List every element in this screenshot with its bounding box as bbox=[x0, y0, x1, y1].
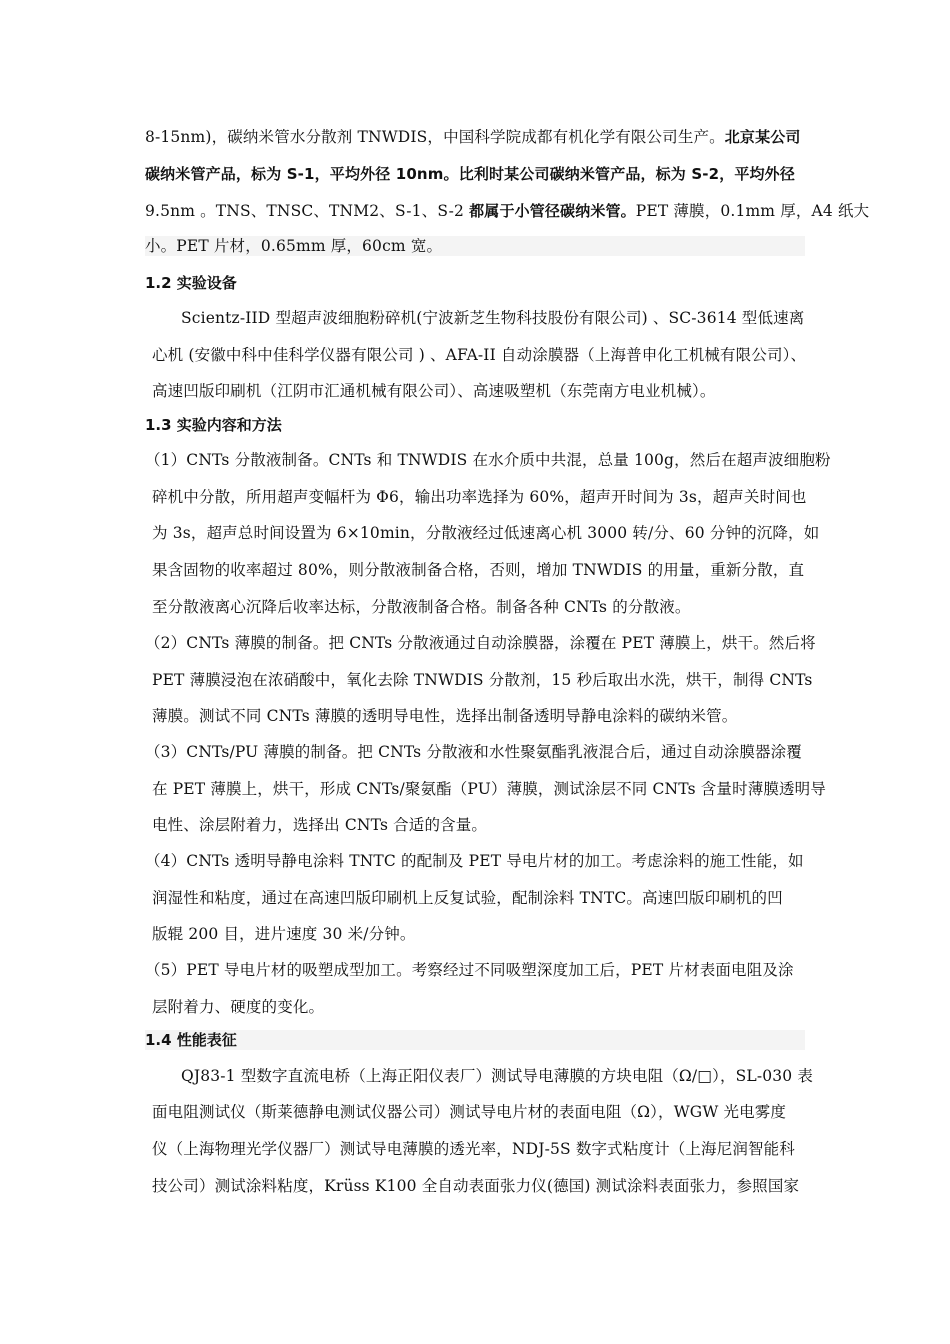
characterization-line-2: 面电阻测试仪（斯莱德静电测试仪器公司）测试导电片材的表面电阻（Ω），WGW 光电雾度 bbox=[152, 1103, 787, 1121]
intro-line-1-text: 8-15nm)，碳纳米管水分散剂 TNWDIS，中国科学院成都有机化学有限公司生产。 bbox=[145, 128, 725, 146]
intro-line-1-bold: 北京某公司 bbox=[724, 128, 801, 146]
method-4-line-2: 润湿性和粘度，通过在高速凹版印刷机上反复试验，配制涂料 TNTC。高速凹版印刷机的凹 bbox=[152, 889, 783, 907]
method-5-line-1: （5）PET 导电片材的吸塑成型加工。考察经过不同吸塑深度加工后，PET 片材表面电阻及涂 bbox=[145, 961, 794, 979]
characterization-line-1: QJ83-1 型数字直流电桥（上海正阳仪表厂）测试导电薄膜的方块电阻（Ω/□），SL-030 表 bbox=[181, 1067, 814, 1085]
intro-line-3 bbox=[145, 201, 870, 221]
characterization-line-4: 技公司）测试涂料粘度，Krüss K100 全自动表面张力仪(德国) 测试涂料表面张力，参照国家 bbox=[152, 1177, 800, 1195]
section-heading-1-3: 1.3 实验内容和方法 bbox=[145, 416, 282, 434]
method-5-line-2: 层附着力、硬度的变化。 bbox=[152, 998, 325, 1016]
method-4-line-1: （4）CNTs 透明导静电涂料 TNTC 的配制及 PET 导电片材的加工。考虑涂料的施工性能，如 bbox=[145, 852, 804, 870]
equipment-line-3: 高速凹版印刷机（江阴市汇通机械有限公司）、高速吸塑机（东莞南方电业机械）。 bbox=[152, 382, 716, 400]
method-3-line-1: （3）CNTs/PU 薄膜的制备。把 CNTs 分散液和水性聚氨酯乳液混合后，通过自动涂膜器涂覆 bbox=[145, 743, 802, 761]
intro-line-2: 碳纳米管产品，标为 S-1，平均外径 10nm。比利时某公司碳纳米管产品，标为 S-2，平均外径 bbox=[145, 165, 795, 183]
characterization-line-3: 仪（上海物理光学仪器厂）测试导电薄膜的透光率，NDJ-5S 数字式粘度计（上海尼润智能科 bbox=[152, 1140, 795, 1158]
method-1-line-1: （1）CNTs 分散液制备。CNTs 和 TNWDIS 在水介质中共混，总量 100g，然后在超声波细胞粉 bbox=[145, 451, 831, 469]
section-heading-1-4: 1.4 性能表征 bbox=[145, 1030, 805, 1050]
method-2-line-3: 薄膜。测试不同 CNTs 薄膜的透明导电性，选择出制备透明导静电涂料的碳纳米管。 bbox=[152, 707, 738, 725]
method-1-line-2: 碎机中分散，所用超声变幅杆为 Φ6，输出功率选择为 60%，超声开时间为 3s，超声关时间也 bbox=[152, 488, 807, 506]
method-3-line-2: 在 PET 薄膜上，烘干，形成 CNTs/聚氨酯（PU）薄膜，测试涂层不同 CNTs 含量时薄膜透明导 bbox=[152, 780, 826, 798]
method-4-line-3: 版辊 200 目，进片速度 30 米/分钟。 bbox=[152, 925, 416, 943]
intro-line-3-a: 9.5nm 。TNS、TNSC、TNM2、S-1、S-2 bbox=[145, 202, 470, 220]
method-1-line-3: 为 3s，超声总时间设置为 6×10min，分散液经过低速离心机 3000 转/分、60 分钟的沉降，如 bbox=[152, 524, 820, 542]
intro-line-3-bold: 都属于小管径碳纳米管。 bbox=[469, 202, 636, 220]
intro-line-4: 小。PET 片材，0.65mm 厚，60cm 宽。 bbox=[145, 236, 805, 256]
equipment-line-2: 心机 (安徽中科中佳科学仪器有限公司 ) 、AFA-II 自动涂膜器（上海普申化工机械有限公司）、 bbox=[152, 346, 807, 364]
method-1-line-4: 果含固物的收率超过 80%，则分散液制备合格，否则，增加 TNWDIS 的用量，重新分散，直 bbox=[152, 561, 805, 579]
equipment-line-1: Scientz-IID 型超声波细胞粉碎机(宁波新芝生物科技股份有限公司) 、SC-3614 型低速离 bbox=[181, 309, 805, 327]
section-heading-1-2: 1.2 实验设备 bbox=[145, 274, 237, 292]
intro-line-1 bbox=[145, 127, 805, 147]
method-1-line-5: 至分散液离心沉降后收率达标，分散液制备合格。制备各种 CNTs 的分散液。 bbox=[152, 598, 691, 616]
intro-line-3-c: PET 薄膜，0.1mm 厚，A4 纸大 bbox=[635, 202, 870, 220]
method-2-line-1: （2）CNTs 薄膜的制备。把 CNTs 分散液通过自动涂膜器，涂覆在 PET 薄膜上，烘干。然后将 bbox=[145, 634, 816, 652]
method-3-line-3: 电性、涂层附着力，选择出 CNTs 合适的含量。 bbox=[152, 816, 488, 834]
method-2-line-2: PET 薄膜浸泡在浓硝酸中，氧化去除 TNWDIS 分散剂，15 秒后取出水洗，烘干，制得 CNTs bbox=[152, 671, 813, 689]
